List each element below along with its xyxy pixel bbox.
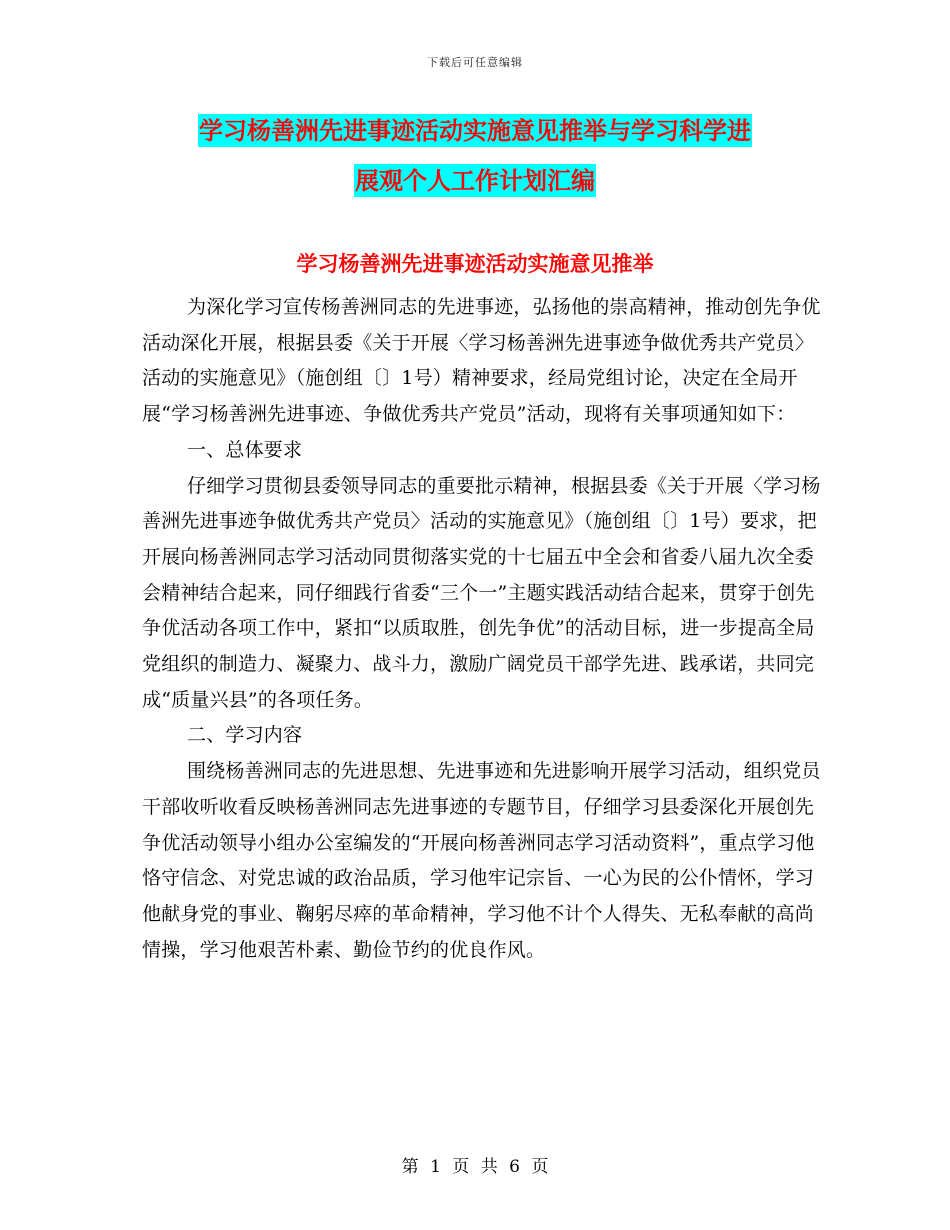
paragraph-requirements: 仔细学习贯彻县委领导同志的重要批示精神，根据县委《关于开展〈学习杨善洲先进事迹争做优秀共产党员〉活动的实施意见》（施创组〔〕1号）要求，把开展向杨善洲同志学习活动同贯彻落实党的十七届五中全会和省委八届九次全委会精神结合起来，同仔细践行省委“三个一”主题实践活动结合起来，贯穿于创先争优活动各项工作中，紧扣“以质取胜，创先争优”的活动目标，进一步提高全局党组织的制造力、凝聚力、战斗力，激励广阔党员干部学先进、践承诺，共同完成“质量兴县”的各项任务。 (142, 474, 821, 711)
header-note: 下载后可任意编辑 (427, 56, 523, 69)
heading-general-requirements: 一、总体要求 (187, 438, 303, 461)
title-line-1: 学习杨善洲先进事迹活动实施意见推举与学习科学进 (199, 116, 751, 145)
paragraph-study-content: 围绕杨善洲同志的先进思想、先进事迹和先进影响开展学习活动，组织党员干部收听收看反映杨善洲同志先进事迹的专题节目，仔细学习县委深化开展创先争优活动领导小组办公室编发的“开展向杨善洲同志学习活动资料”，重点学习他恪守信念、对党忠诚的政治品质，学习他牢记宗旨、一心为民的公仆情怀，学习他献身党的事业、鞠躬尽瘁的革命精神，学习他不计个人得失、无私奉献的高尚情操，学习他艰苦朴素、勤俭节约的优良作风。 (142, 760, 821, 961)
section-title: 学习杨善洲先进事迹活动实施意见推举 (296, 251, 654, 276)
document-title (0, 106, 950, 206)
page-footer: 第 1 页 共 6 页 (401, 1157, 549, 1177)
document-body (142, 290, 832, 968)
paragraph-intro: 为深化学习宣传杨善洲同志的先进事迹，弘扬他的崇高精神，推动创先争优活动深化开展，根据县委《关于开展〈学习杨善洲先进事迹争做优秀共产党员〉活动的实施意见》（施创组〔〕1号）精神要求，经局党组讨论，决定在全局开展“学习杨善洲先进事迹、争做优秀共产党员”活动，现将有关事项通知如下： (142, 296, 821, 426)
title-line-2: 展观个人工作计划汇编 (355, 166, 595, 195)
heading-study-content: 二、学习内容 (187, 724, 303, 747)
